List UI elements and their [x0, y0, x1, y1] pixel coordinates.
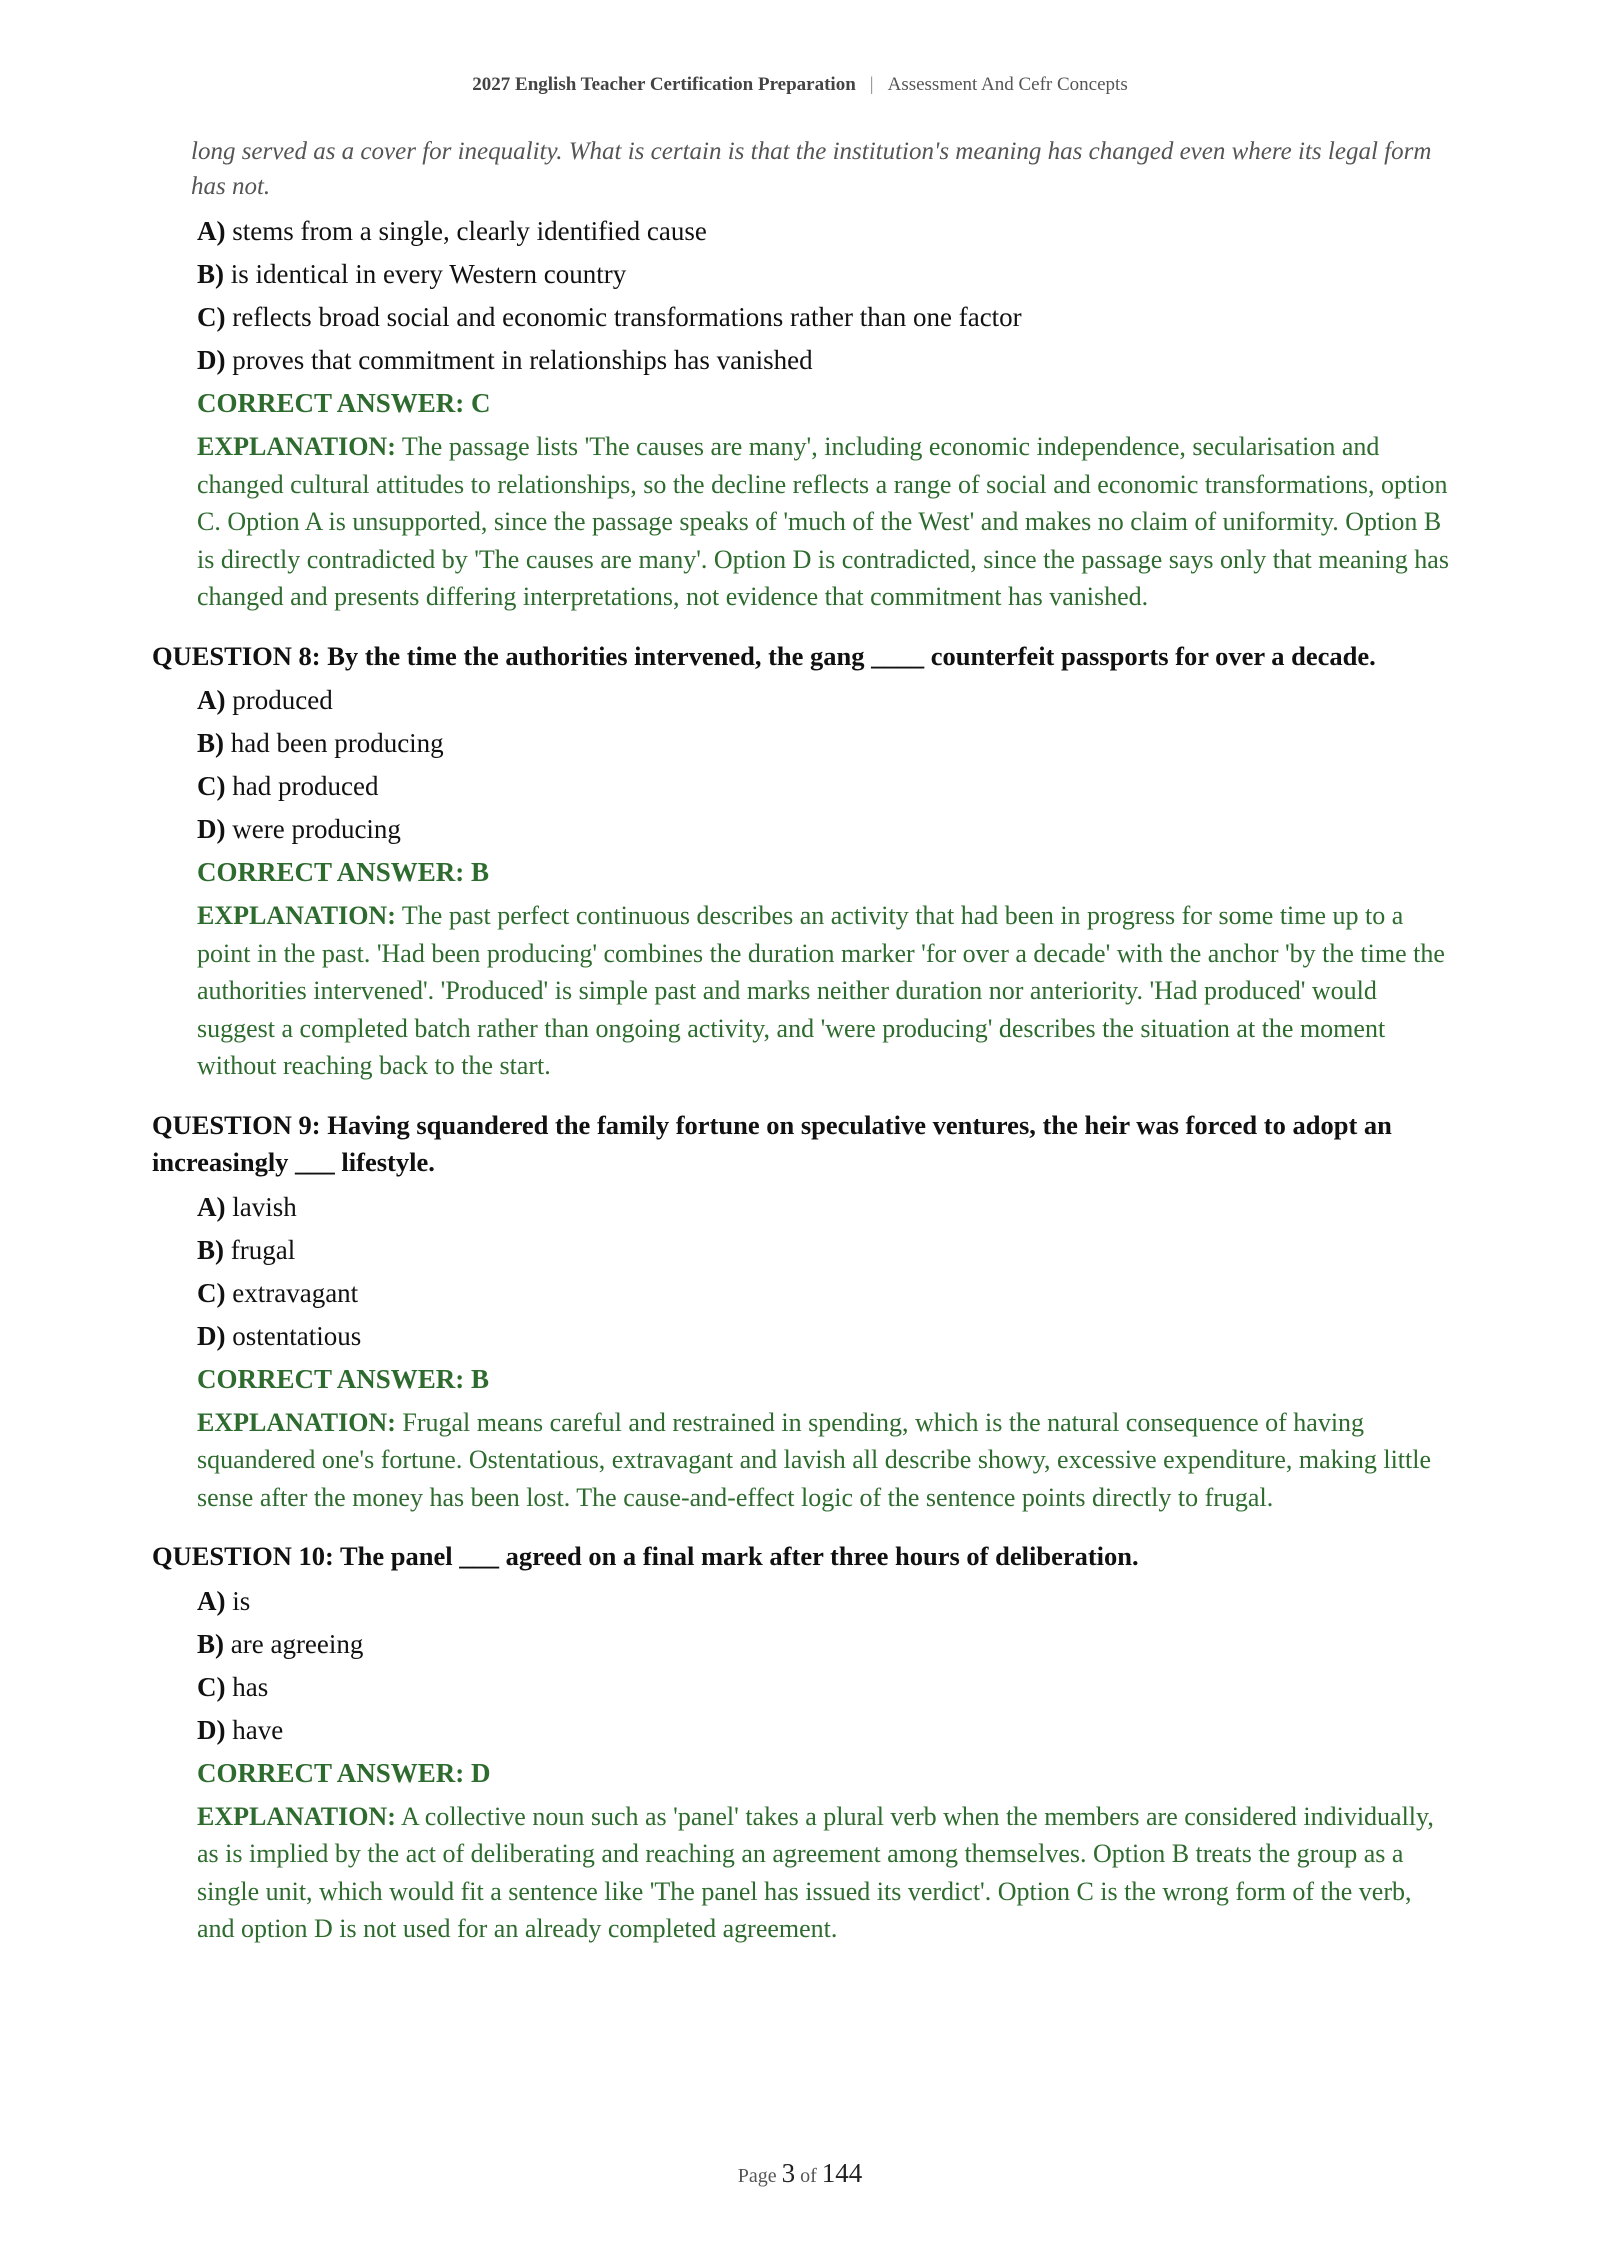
- document-title: 2027 English Teacher Certification Preparation: [472, 74, 856, 95]
- q10-option-c: C) has: [197, 1671, 269, 1702]
- passage-continuation: long served as a cover for inequality. What is certain is that the institution's meaning has changed even where its legal form has not.: [191, 138, 1432, 200]
- question-9-block: [152, 1107, 1452, 1517]
- q9-option-a: A) lavish: [197, 1191, 297, 1222]
- q9-question: QUESTION 9: Having squandered the family fortune on speculative ventures, the heir was forced to adopt an increasingly ___ lifestyle.: [152, 1109, 1392, 1177]
- q8-option-c: C) had produced: [197, 771, 379, 801]
- q7-correct-answer: CORRECT ANSWER: C: [197, 388, 491, 418]
- q10-option-b: B) are agreeing: [197, 1628, 364, 1659]
- question-7-block: [152, 210, 1452, 616]
- q8-option-d: D) were producing: [197, 814, 401, 844]
- q9-explanation: EXPLANATION: Frugal means careful and restrained in spending, which is the natural consequence of having squandered one's fortune. Ostentatious, extravagant and lavish all describe showy, excessive expenditure, making little sense after the money has been lost. The cause-and-effect logic of the sentence points directly to frugal.: [197, 1407, 1432, 1512]
- q7-option-a: A) stems from a single, clearly identified cause: [197, 216, 707, 246]
- page-number: 3: [781, 2158, 796, 2188]
- q9-option-b: B) frugal: [197, 1234, 296, 1265]
- q10-question: QUESTION 10: The panel ___ agreed on a final mark after three hours of deliberation.: [152, 1541, 1139, 1571]
- page-footer: [0, 2158, 1600, 2189]
- total-pages: 144: [821, 2158, 863, 2188]
- q10-option-a: A) is: [197, 1585, 251, 1616]
- page-header: [0, 74, 1600, 96]
- q9-option-c: C) extravagant: [197, 1277, 359, 1308]
- q7-option-b: B) is identical in every Western country: [197, 259, 627, 289]
- page-word: Page: [737, 2165, 777, 2187]
- section-title: Assessment And Cefr Concepts: [887, 74, 1128, 95]
- q8-explanation: EXPLANATION: The past perfect continuous describes an activity that had been in progress for some time up to a point in the past. 'Had been producing' combines the duration marker 'for over a decade' with the anchor 'by the time the authorities intervened'. 'Produced' is simple past and marks neither duration nor anteriority. 'Had produced' would suggest a completed batch rather than ongoing activity, and 'were producing' describes the situation at the moment without reaching back to the start.: [197, 901, 1445, 1080]
- q8-question: QUESTION 8: By the time the authorities intervened, the gang ____ counterfeit passports for over a decade.: [152, 640, 1376, 671]
- q7-explanation: EXPLANATION: The passage lists 'The causes are many', including economic independence, secularisation and changed cultural attitudes to relationships, so the decline reflects a range of social and economic transformations, option C. Option A is unsupported, since the passage speaks of 'much of the West' and makes no claim of uniformity. Option B is directly contradicted by 'The causes are many'. Option D is contradicted, since the passage says only that meaning has changed and presents differing interpretations, not evidence that commitment has vanished.: [197, 432, 1449, 611]
- question-8-block: [152, 638, 1452, 1085]
- q8-option-a: A) produced: [197, 685, 333, 715]
- q9-option-d: D) ostentatious: [197, 1320, 362, 1351]
- q8-correct-answer: CORRECT ANSWER: B: [197, 857, 490, 887]
- q7-option-d: D) proves that commitment in relationships has vanished: [197, 345, 813, 375]
- q8-option-b: B) had been producing: [197, 728, 444, 758]
- q9-correct-answer: CORRECT ANSWER: B: [197, 1363, 490, 1394]
- page-content: [152, 134, 1452, 1948]
- of-word: of: [800, 2165, 817, 2187]
- q10-explanation: EXPLANATION: A collective noun such as 'panel' takes a plural verb when the members are considered individually, as is implied by the act of deliberating and reaching an agreement among themselves. Option B treats the group as a single unit, which would fit a sentence like 'The panel has issued its verdict'. Option C is the wrong form of the verb, and option D is not used for an already completed agreement.: [197, 1801, 1434, 1943]
- q10-option-d: D) have: [197, 1714, 284, 1745]
- header-separator: |: [869, 74, 874, 95]
- q7-option-c: C) reflects broad social and economic transformations rather than one factor: [197, 302, 1022, 332]
- q10-correct-answer: CORRECT ANSWER: D: [197, 1757, 491, 1788]
- question-10-block: [152, 1538, 1452, 1948]
